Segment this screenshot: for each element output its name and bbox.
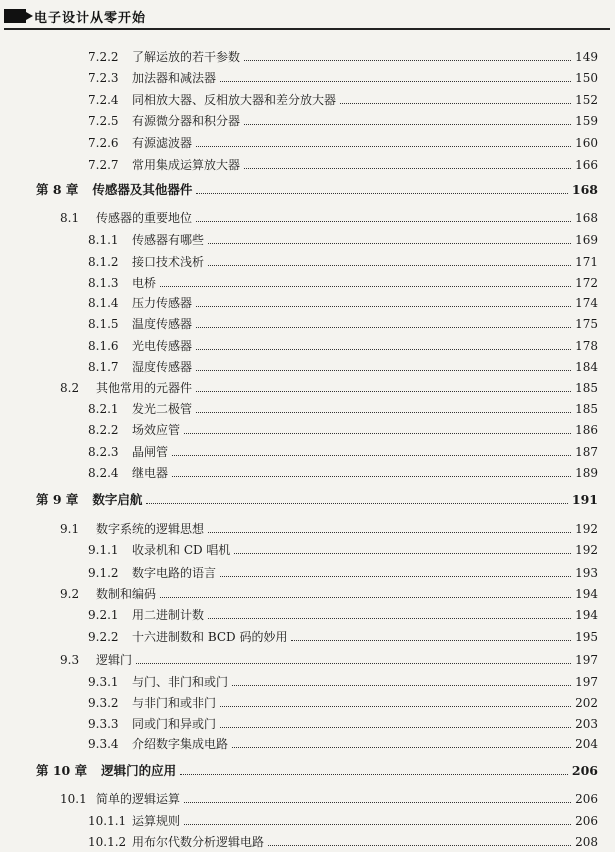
dot-leader <box>146 503 567 504</box>
toc-subsection-entry <box>88 564 598 581</box>
toc-subsection-entry <box>88 673 598 690</box>
dot-leader <box>196 412 571 413</box>
toc-subsection-entry <box>88 400 598 417</box>
toc-title: 数字系统的逻辑思想 <box>96 522 205 536</box>
toc-subsection-entry <box>88 735 598 752</box>
toc-number: 7.2.6 <box>88 136 119 150</box>
toc-page-number: 197 <box>575 653 598 667</box>
toc-subsection-entry <box>88 464 598 481</box>
toc-chapter-entry <box>36 180 598 198</box>
toc-number: 7.2.7 <box>88 158 119 172</box>
toc-page-number: 160 <box>575 136 598 150</box>
toc-title: 收录机和 CD 唱机 <box>132 543 231 557</box>
toc-title: 简单的逻辑运算 <box>96 792 181 806</box>
toc-number: 8.1.7 <box>88 360 119 374</box>
dot-leader <box>196 370 571 371</box>
toc-page-number: 194 <box>575 587 598 601</box>
toc-subsection-entry <box>88 69 598 86</box>
toc-title: 场效应管 <box>132 423 181 437</box>
toc-subsection-entry <box>88 253 598 270</box>
toc-page-number: 203 <box>575 717 598 731</box>
dot-leader <box>232 685 571 686</box>
book-title: 电子设计从零开始 <box>34 11 147 26</box>
dot-leader <box>184 433 571 434</box>
toc-number: 9.2.2 <box>88 630 119 644</box>
toc-page-number: 186 <box>575 423 598 437</box>
toc-subsection-entry <box>88 48 598 65</box>
toc-number: 8.1.6 <box>88 339 119 353</box>
toc-subsection-entry <box>88 541 598 558</box>
dot-leader <box>220 706 571 707</box>
dot-leader <box>196 391 571 392</box>
toc-section-entry <box>60 520 598 537</box>
toc-page-number: 171 <box>575 255 598 269</box>
toc-subsection-entry <box>88 833 598 850</box>
toc-number: 10.1 <box>60 792 87 806</box>
dot-leader <box>196 221 571 222</box>
toc-number: 8.2 <box>60 381 80 395</box>
toc-page-number: 172 <box>575 276 598 290</box>
toc-subsection-entry <box>88 628 598 645</box>
dot-leader <box>220 576 571 577</box>
toc-title: 数字电路的语言 <box>132 566 217 580</box>
toc-page-number: 174 <box>575 296 598 310</box>
dot-leader <box>136 663 571 664</box>
dot-leader <box>232 747 571 748</box>
dot-leader <box>220 727 571 728</box>
dot-leader <box>244 60 571 61</box>
toc-page-number: 168 <box>571 182 598 197</box>
toc-title: 用二进制计数 <box>132 608 205 622</box>
toc-title: 数字启航 <box>92 492 143 507</box>
toc-title: 传感器的重要地位 <box>96 211 193 225</box>
toc-number: 9.3.2 <box>88 696 119 710</box>
toc-page-number: 178 <box>575 339 598 353</box>
toc-title: 数制和编码 <box>96 587 157 601</box>
toc-title: 温度传感器 <box>132 317 193 331</box>
toc-number: 8.2.1 <box>88 402 119 416</box>
toc-page-number: 192 <box>575 522 598 536</box>
toc-number: 8.1.3 <box>88 276 119 290</box>
toc-number: 8.1 <box>60 211 80 225</box>
dot-leader <box>196 349 571 350</box>
toc-title: 与非门和或非门 <box>132 696 217 710</box>
toc-title: 同相放大器、反相放大器和差分放大器 <box>132 93 337 107</box>
toc-subsection-entry <box>88 421 598 438</box>
toc-number: 第 8 章 <box>36 182 79 197</box>
toc-page-number: 152 <box>575 93 598 107</box>
toc-title: 其他常用的元器件 <box>96 381 193 395</box>
toc-title: 逻辑门的应用 <box>101 763 177 778</box>
dot-leader <box>196 306 571 307</box>
toc-number: 9.3.4 <box>88 737 119 751</box>
toc-subsection-entry <box>88 112 598 129</box>
toc-subsection-entry <box>88 337 598 354</box>
dot-leader <box>208 532 571 533</box>
toc-number: 第 9 章 <box>36 492 79 507</box>
toc-title: 发光二极管 <box>132 402 193 416</box>
dot-leader <box>172 455 571 456</box>
toc-title: 电桥 <box>132 276 157 290</box>
toc-page-number: 206 <box>575 814 598 828</box>
toc-number: 8.1.2 <box>88 255 119 269</box>
toc-section-entry <box>60 209 598 226</box>
toc-page-number: 204 <box>575 737 598 751</box>
toc-number: 8.2.4 <box>88 466 119 480</box>
toc-chapter-entry <box>36 490 598 508</box>
toc-title: 常用集成运算放大器 <box>132 158 241 172</box>
toc-section-entry <box>60 651 598 668</box>
toc-number: 9.1.1 <box>88 543 119 557</box>
dot-leader <box>180 774 568 775</box>
toc-title: 压力传感器 <box>132 296 193 310</box>
toc-page-number: 192 <box>575 543 598 557</box>
toc-number: 10.1.2 <box>88 835 127 849</box>
toc-page-number: 175 <box>575 317 598 331</box>
toc-number: 8.2.3 <box>88 445 119 459</box>
toc-number: 9.1 <box>60 522 80 536</box>
toc-subsection-entry <box>88 91 598 108</box>
dot-leader <box>160 286 571 287</box>
toc-subsection-entry <box>88 156 598 173</box>
toc-subsection-entry <box>88 694 598 711</box>
toc-subsection-entry <box>88 606 598 623</box>
toc-title: 了解运放的若干参数 <box>132 50 241 64</box>
toc-subsection-entry <box>88 315 598 332</box>
toc-number: 9.3 <box>60 653 80 667</box>
toc-number: 9.1.2 <box>88 566 119 580</box>
toc-number: 8.1.1 <box>88 233 119 247</box>
dot-leader <box>268 845 571 846</box>
dot-leader <box>172 476 571 477</box>
toc-number: 7.2.5 <box>88 114 119 128</box>
toc-title: 有源微分器和积分器 <box>132 114 241 128</box>
dot-leader <box>208 243 571 244</box>
toc-page-number: 206 <box>575 792 598 806</box>
dot-leader <box>220 81 571 82</box>
toc-title: 逻辑门 <box>96 653 133 667</box>
toc-title: 同或门和异或门 <box>132 717 217 731</box>
toc-number: 7.2.3 <box>88 71 119 85</box>
toc-title: 光电传感器 <box>132 339 193 353</box>
toc-section-entry <box>60 790 598 807</box>
toc-title: 传感器及其他器件 <box>92 182 193 197</box>
toc-number: 7.2.4 <box>88 93 119 107</box>
dot-leader <box>208 618 571 619</box>
toc-page-number: 193 <box>575 566 598 580</box>
toc-number: 8.1.4 <box>88 296 119 310</box>
toc-page-number: 168 <box>575 211 598 225</box>
toc-number: 9.3.3 <box>88 717 119 731</box>
dot-leader <box>196 146 571 147</box>
toc-title: 继电器 <box>132 466 169 480</box>
toc-subsection-entry <box>88 134 598 151</box>
toc-page-number: 194 <box>575 608 598 622</box>
toc-page-number: 184 <box>575 360 598 374</box>
toc-page-number: 208 <box>575 835 598 849</box>
toc-number: 第 10 章 <box>36 763 88 778</box>
toc-page-number: 185 <box>575 402 598 416</box>
toc-page-number: 150 <box>575 71 598 85</box>
toc-subsection-entry <box>88 715 598 732</box>
toc-subsection-entry <box>88 812 598 829</box>
dot-leader <box>244 124 571 125</box>
toc-title: 湿度传感器 <box>132 360 193 374</box>
toc-title: 接口技术浅析 <box>132 255 205 269</box>
toc-number: 7.2.2 <box>88 50 119 64</box>
dot-leader <box>160 597 571 598</box>
toc-number: 8.2.2 <box>88 423 119 437</box>
toc-page-number: 149 <box>575 50 598 64</box>
toc-page-number: 197 <box>575 675 598 689</box>
dot-leader <box>196 327 571 328</box>
toc-section-entry <box>60 379 598 396</box>
toc-chapter-entry <box>36 761 598 779</box>
toc-number: 10.1.1 <box>88 814 127 828</box>
toc-number: 8.1.5 <box>88 317 119 331</box>
toc-page-number: 159 <box>575 114 598 128</box>
toc-page-number: 187 <box>575 445 598 459</box>
toc-number: 9.2.1 <box>88 608 119 622</box>
toc-subsection-entry <box>88 358 598 375</box>
dot-leader <box>340 103 571 104</box>
toc-title: 传感器有哪些 <box>132 233 205 247</box>
dot-leader <box>244 168 571 169</box>
dot-leader <box>196 193 567 194</box>
toc-page-number: 202 <box>575 696 598 710</box>
toc-page-number: 206 <box>571 763 598 778</box>
dot-leader <box>184 802 571 803</box>
toc-page-number: 185 <box>575 381 598 395</box>
dot-leader <box>234 553 571 554</box>
toc-title: 运算规则 <box>132 814 181 828</box>
dot-leader <box>208 265 571 266</box>
toc-title: 晶闸管 <box>132 445 169 459</box>
toc-subsection-entry <box>88 231 598 248</box>
dot-leader <box>291 640 571 641</box>
toc-title: 用布尔代数分析逻辑电路 <box>132 835 265 849</box>
toc-title: 有源滤波器 <box>132 136 193 150</box>
toc-page-number: 169 <box>575 233 598 247</box>
toc-page-number: 195 <box>575 630 598 644</box>
toc-title: 十六进制数和 BCD 码的妙用 <box>132 630 288 644</box>
toc-title: 介绍数字集成电路 <box>132 737 229 751</box>
toc-page-number: 191 <box>571 492 598 507</box>
toc-section-entry <box>60 585 598 602</box>
toc-number: 9.3.1 <box>88 675 119 689</box>
toc-number: 9.2 <box>60 587 80 601</box>
toc-page-number: 166 <box>575 158 598 172</box>
toc-title: 与门、非门和或门 <box>132 675 229 689</box>
toc-page-number: 189 <box>575 466 598 480</box>
dot-leader <box>184 824 571 825</box>
toc-title: 加法器和减法器 <box>132 71 217 85</box>
toc-subsection-entry <box>88 274 598 291</box>
toc-subsection-entry <box>88 443 598 460</box>
toc-subsection-entry <box>88 294 598 311</box>
